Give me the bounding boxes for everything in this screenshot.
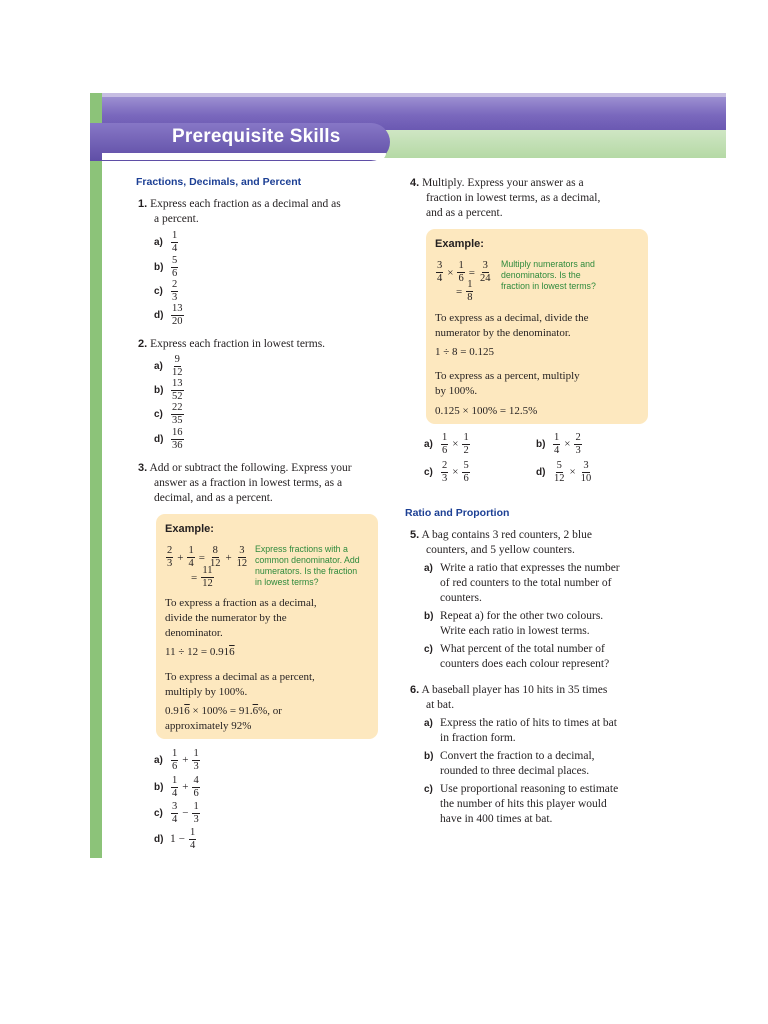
item-label: c) <box>154 286 163 298</box>
question-1 <box>138 197 341 227</box>
item-label: c) <box>154 409 163 421</box>
item-label: b) <box>154 782 164 794</box>
page-title: Prerequisite Skills <box>172 126 341 147</box>
question-6 <box>410 683 607 713</box>
item-label: c) <box>154 808 163 820</box>
item-label: d) <box>536 467 546 479</box>
q3-example-box <box>156 514 378 739</box>
example-explanation-2: To express as a percent, multiply by 100%. <box>435 370 580 397</box>
question-4 <box>410 176 600 221</box>
q2-item-a <box>154 355 185 378</box>
item-label: a) <box>154 237 163 249</box>
textbook-page <box>90 93 726 858</box>
q1-item-d <box>154 304 185 327</box>
fraction: $\frac{5}{6}$ <box>172 255 178 279</box>
item-label: d) <box>154 310 164 322</box>
q6-part-a: a) Express the ratio of hits to times at bat in fraction form. <box>424 717 617 744</box>
question-number: 4. <box>410 177 420 189</box>
question-text: decimal, and as a percent. <box>154 492 273 504</box>
item-label: b) <box>154 262 164 274</box>
question-text: A bag contains 3 red counters, 2 blue <box>421 529 592 541</box>
section-heading-fractions: Fractions, Decimals, and Percent <box>136 176 302 188</box>
question-text: A baseball player has 10 hits in 35 times <box>421 684 608 696</box>
example-note: Multiply numerators and denominators. Is the fraction in lowest terms? <box>501 259 596 291</box>
q3-item-b: b) $\frac{1}{4}$ + $\frac{4}{6}$ <box>154 775 199 799</box>
fraction: $\frac{9}{12}$ <box>172 354 183 378</box>
question-text: a percent. <box>154 213 199 225</box>
question-text: fraction in lowest terms, as a decimal, <box>426 192 601 204</box>
q4-item-d: d) $\frac{5}{12}$ × $\frac{3}{10}$ <box>536 460 592 484</box>
q6-part-c: c) Use proportional reasoning to estimate the number of hits this player would have in 400 times at bat. <box>424 783 619 825</box>
question-number: 5. <box>410 529 420 541</box>
q5-part-c: c) What percent of the total number of counters does each colour represent? <box>424 643 610 670</box>
example-equation-result: = $\frac{11}{12}$ <box>191 565 213 589</box>
q6-part-b: b) Convert the fraction to a decimal, rounded to three decimal places. <box>424 750 595 777</box>
example-calc-2: 0.125 × 100% = 12.5% <box>435 405 538 417</box>
left-green-margin <box>90 93 102 858</box>
q5-part-b: b) Repeat a) for the other two colours. Write each ratio in lowest terms. <box>424 610 604 637</box>
question-text: at bat. <box>426 699 455 711</box>
question-number: 3. <box>138 462 148 474</box>
example-equation: $\frac{3}{4}$ × $\frac{1}{6}$ = $\frac{3}{24}$ <box>437 260 491 284</box>
item-label: d) <box>154 434 164 446</box>
item-label: a) <box>154 755 163 767</box>
example-equation-result: = $\frac{1}{8}$ <box>456 279 473 303</box>
section-heading-ratio: Ratio and Proportion <box>405 507 510 519</box>
example-calc-1: 11 ÷ 12 = 0.916 <box>165 646 235 658</box>
q4-item-a: a) $\frac{1}{6}$ × $\frac{1}{2}$ <box>424 432 469 456</box>
item-label: b) <box>154 385 164 397</box>
question-text: Add or subtract the following. Express your <box>149 462 352 474</box>
fraction: $\frac{2}{3}$ <box>172 279 178 303</box>
question-text: counters, and 5 yellow counters. <box>426 544 575 556</box>
example-title: Example: <box>165 523 214 535</box>
fraction: $\frac{13}{20}$ <box>172 303 183 327</box>
q3-item-d: d) 1 − $\frac{1}{4}$ <box>154 827 196 851</box>
example-explanation: To express a fraction as a decimal, divide the numerator by the denominator. <box>165 597 317 639</box>
q4-item-c: c) $\frac{2}{3}$ × $\frac{5}{6}$ <box>424 460 469 484</box>
question-number: 6. <box>410 684 420 696</box>
example-calc-1: 1 ÷ 8 = 0.125 <box>435 346 494 358</box>
q5-part-a: a) Write a ratio that expresses the number of red counters to the total number of counters. <box>424 562 620 604</box>
fraction: $\frac{16}{36}$ <box>172 427 183 451</box>
item-label: a) <box>424 439 433 451</box>
example-note: Express fractions with a common denominator. Add numerators. Is the fraction in lowest terms? <box>255 544 360 587</box>
q3-item-c: c) $\frac{3}{4}$ − $\frac{1}{3}$ <box>154 801 199 825</box>
example-title: Example: <box>435 238 484 250</box>
fraction: $\frac{13}{52}$ <box>172 378 183 402</box>
q1-item-a <box>154 231 179 254</box>
question-number: 2. <box>138 338 148 350</box>
question-5 <box>410 528 592 558</box>
example-explanation-2: To express a decimal as a percent, multiply by 100%. <box>165 671 315 698</box>
example-explanation: To express as a decimal, divide the numerator by the denominator. <box>435 312 589 339</box>
item-label: a) <box>154 361 163 373</box>
question-number: 1. <box>138 198 148 210</box>
title-tab-edge <box>102 153 386 160</box>
question-text: answer as a fraction in lowest terms, as a <box>154 477 343 489</box>
fraction: $\frac{22}{35}$ <box>172 402 183 426</box>
example-calc-2: 0.916 × 100% = 91.6%, or approximately 92% <box>165 705 282 732</box>
question-text: Multiply. Express your answer as a <box>422 177 584 189</box>
q1-item-c <box>154 280 179 303</box>
q2-item-b <box>154 379 185 402</box>
q1-item-b <box>154 256 179 279</box>
question-text: Express each fraction as a decimal and as <box>150 198 341 210</box>
item-label: b) <box>536 439 546 451</box>
fraction: $\frac{1}{4}$ <box>172 230 178 254</box>
item-label: c) <box>424 467 433 479</box>
q3-item-a: a) $\frac{1}{6}$ + $\frac{1}{3}$ <box>154 748 199 772</box>
q2-item-c <box>154 403 185 426</box>
question-text: and as a percent. <box>426 207 503 219</box>
question-text: Express each fraction in lowest terms. <box>150 338 326 350</box>
q4-example-box <box>426 229 648 424</box>
q4-item-b: b) $\frac{1}{4}$ × $\frac{2}{3}$ <box>536 432 581 456</box>
question-3 <box>138 461 352 506</box>
question-2 <box>138 337 325 352</box>
item-label: d) <box>154 834 164 846</box>
example-equation: $\frac{2}{3}$ + $\frac{1}{4}$ = $\frac{8}{12}$ + $\frac{3}{12}$ <box>167 545 248 569</box>
q2-item-d <box>154 428 185 451</box>
